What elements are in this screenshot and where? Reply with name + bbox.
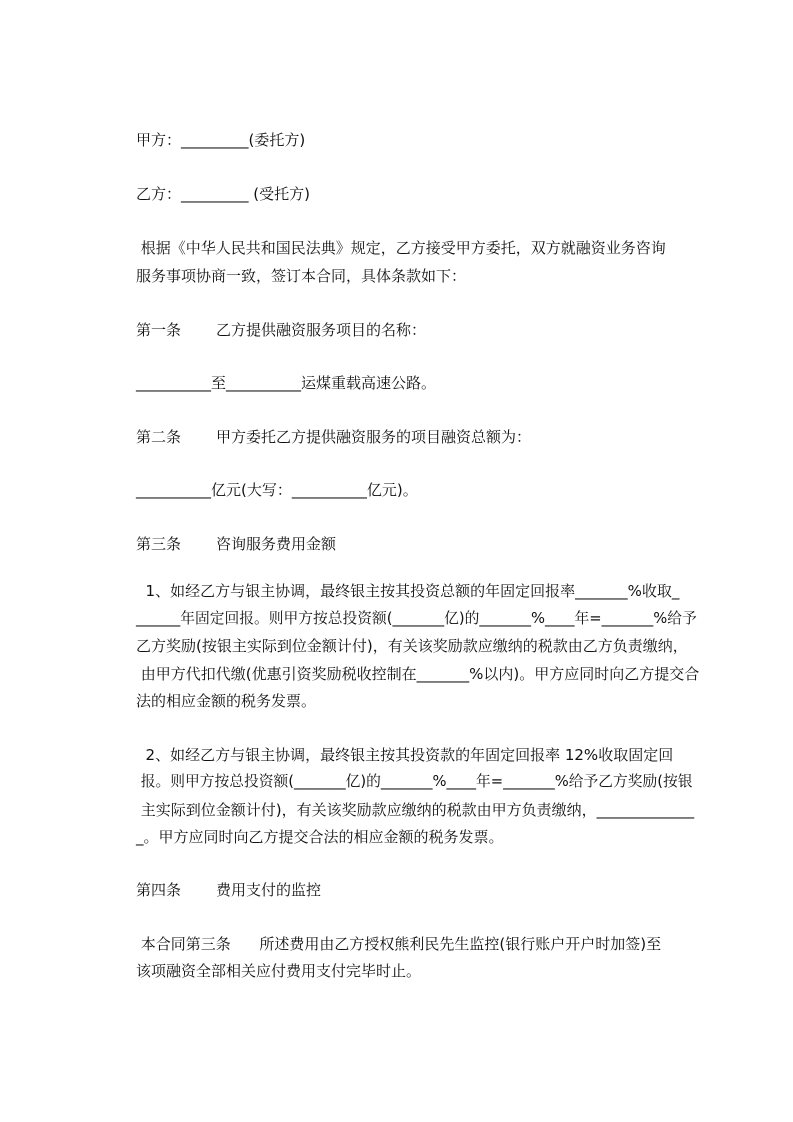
article4-title: 第四条 [136,881,182,899]
article1-heading: 乙方提供融资服务项目的名称： [216,321,427,339]
article1-header [136,320,426,340]
article1-title: 第一条 [136,321,182,339]
article4-heading: 费用支付的监控 [216,881,322,899]
article1-content: __________至__________运煤重载高速公路。 [136,374,437,392]
clause1-line-4: 由甲方代扣代缴(优惠引资奖励税收控制在_______%以内)。甲方应同时向乙方提交合 [136,665,700,683]
clause2-line-2: 报。则甲方按总投资额(_______亿)的_______%____年=_______%给予乙方奖励(按银 [136,773,693,790]
clause2-line-1: 2、如经乙方与银主协调，最终银主按其投资款的年固定回报率 12%收取固定回 [136,746,674,764]
article3-heading: 咨询服务费用金额 [216,535,337,553]
article4-line-2: 该项融资全部相关应付费用支付完毕时止。 [136,962,422,980]
party-a-line: 甲方：_________(委托方) [136,131,306,149]
clause1-line-1: 1、如经乙方与银主协调，最终银主按其投资总额的年固定回报率_______%收取_ [136,582,680,600]
article4-header [136,880,321,900]
preamble-line-1: 根据《中华人民共和国民法典》规定，乙方接受甲方委托，双方就融资业务咨询 [136,239,666,257]
clause1-line-5: 法的相应金额的税务发票。 [136,692,317,710]
article3-title: 第三条 [136,535,182,553]
clause1-line-2: ______年固定回报。则甲方按总投资额(_______亿)的_______%____年=_______%给予 [136,610,697,627]
article3-header [136,534,336,554]
clause2-line-3: 主实际到位金额计付)，有关该奖励款应缴纳的税款由甲方负责缴纳，_____________ [136,801,695,819]
article2-title: 第二条 [136,428,182,446]
article4-line-1: 本合同第三条 所述费用由乙方授权熊利民先生监控(银行账户开户时加签)至 [136,935,662,953]
clause2-line-4: _。甲方应同时向乙方提交合法的相应金额的税务发票。 [136,828,504,846]
article2-content: __________亿元(大写：__________亿元)。 [136,481,418,499]
article2-header [136,427,531,447]
clause1-line-3: 乙方奖励(按银主实际到位金额计付)，有关该奖励款应缴纳的税款由乙方负责缴纳， [136,637,688,655]
preamble-line-2: 服务事项协商一致，签订本合同，具体条款如下： [136,267,467,285]
party-b-line: 乙方：_________ (受托方) [136,185,310,203]
article2-heading: 甲方委托乙方提供融资服务的项目融资总额为： [216,428,532,446]
